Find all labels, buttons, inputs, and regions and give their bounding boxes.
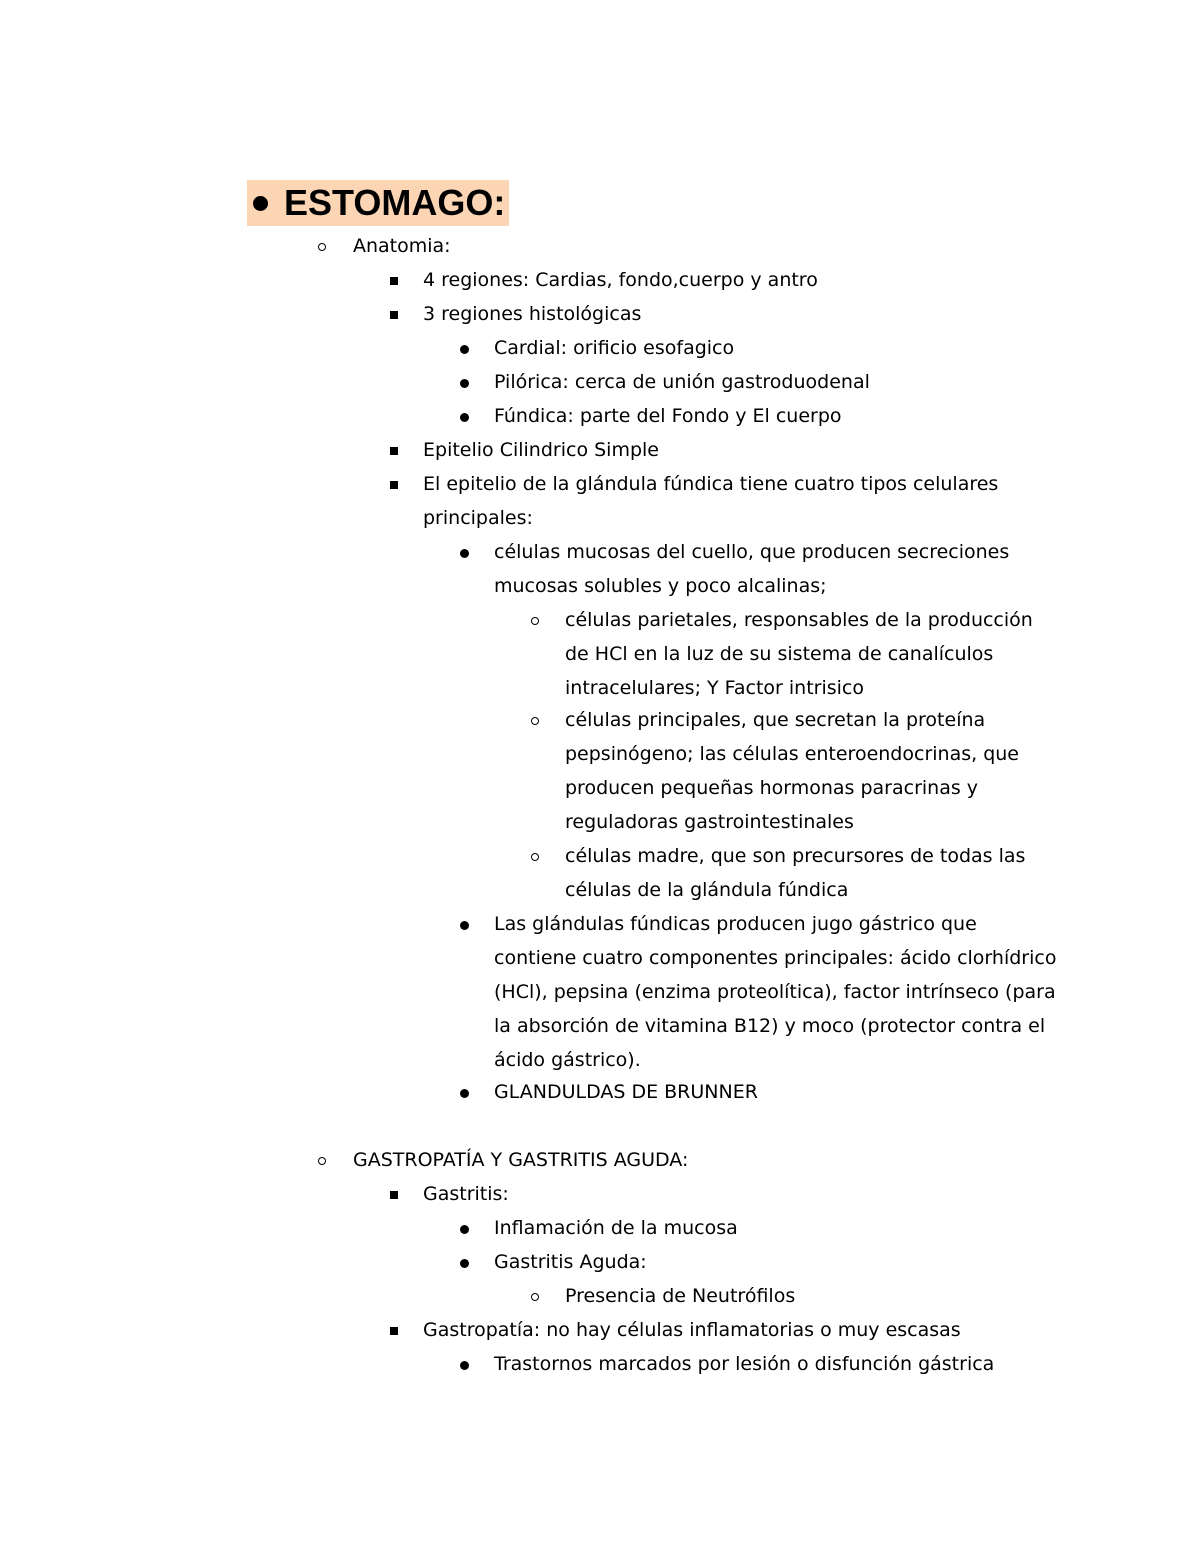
list-item-line: la absorción de vitamina B12) y moco (protector contra el — [494, 1015, 1046, 1037]
list-item-line: El epitelio de la glándula fúndica tiene cuatro tipos celulares — [423, 473, 999, 495]
list-item-line: células de la glándula fúndica — [565, 879, 849, 901]
list-item-line: intracelulares; Y Factor intrisico — [565, 677, 864, 699]
list-item-line: ácido gástrico). — [494, 1049, 641, 1071]
anatomia-heading: Anatomia: — [353, 235, 451, 257]
list-item-line: células parietales, responsables de la producción — [565, 609, 1033, 631]
square-bullet-icon — [390, 277, 398, 285]
list-item-line: contiene cuatro componentes principales: ácido clorhídrico — [494, 947, 1057, 969]
list-item-line: células mucosas del cuello, que producen secreciones — [494, 541, 1010, 563]
list-item: Gastritis: — [423, 1183, 509, 1205]
gastropatia-heading: GASTROPATÍA Y GASTRITIS AGUDA: — [353, 1149, 689, 1171]
list-item-line: pepsinógeno; las células enteroendocrinas, que — [565, 743, 1019, 765]
list-item: Gastropatía: no hay células inflamatorias o muy escasas — [423, 1319, 961, 1341]
circle-bullet-icon — [531, 717, 539, 725]
list-item: Fúndica: parte del Fondo y El cuerpo — [494, 405, 842, 427]
dot-bullet-icon — [460, 1225, 469, 1234]
title-bullet-icon — [253, 196, 268, 211]
square-bullet-icon — [390, 481, 398, 489]
dot-bullet-icon — [460, 413, 469, 422]
dot-bullet-icon — [460, 549, 469, 558]
list-item-line: reguladoras gastrointestinales — [565, 811, 854, 833]
dot-bullet-icon — [460, 379, 469, 388]
dot-bullet-icon — [460, 1361, 469, 1370]
circle-bullet-icon — [318, 243, 326, 251]
circle-bullet-icon — [531, 1293, 539, 1301]
list-item-line: principales: — [423, 507, 533, 529]
circle-bullet-icon — [531, 853, 539, 861]
list-item: Inflamación de la mucosa — [494, 1217, 738, 1239]
list-item-line: producen pequeñas hormonas paracrinas y — [565, 777, 979, 799]
circle-bullet-icon — [318, 1157, 326, 1165]
square-bullet-icon — [390, 311, 398, 319]
circle-bullet-icon — [531, 617, 539, 625]
dot-bullet-icon — [460, 1259, 469, 1268]
list-item: Presencia de Neutrófilos — [565, 1285, 796, 1307]
list-item: Pilórica: cerca de unión gastroduodenal — [494, 371, 870, 393]
list-item: Gastritis Aguda: — [494, 1251, 647, 1273]
list-item: 3 regiones histológicas — [423, 303, 642, 325]
list-item-line: de HCl en la luz de su sistema de canalículos — [565, 643, 994, 665]
list-item-line: células madre, que son precursores de todas las — [565, 845, 1026, 867]
dot-bullet-icon — [460, 921, 469, 930]
list-item: Cardial: orificio esofagico — [494, 337, 735, 359]
list-item-line: mucosas solubles y poco alcalinas; — [494, 575, 827, 597]
list-item-line: Las glándulas fúndicas producen jugo gástrico que — [494, 913, 977, 935]
square-bullet-icon — [390, 1327, 398, 1335]
square-bullet-icon — [390, 1191, 398, 1199]
list-item: 4 regiones: Cardias, fondo,cuerpo y antro — [423, 269, 818, 291]
page-title: ESTOMAGO: — [284, 182, 506, 223]
list-item-line: (HCl), pepsina (enzima proteolítica), factor intrínseco (para — [494, 981, 1056, 1003]
list-item: GLANDULDAS DE BRUNNER — [494, 1081, 758, 1103]
dot-bullet-icon — [460, 1089, 469, 1098]
dot-bullet-icon — [460, 345, 469, 354]
list-item: Trastornos marcados por lesión o disfunción gástrica — [494, 1353, 995, 1375]
list-item: Epitelio Cilindrico Simple — [423, 439, 659, 461]
title-highlight — [247, 180, 509, 226]
list-item-line: células principales, que secretan la proteína — [565, 709, 986, 731]
square-bullet-icon — [390, 447, 398, 455]
